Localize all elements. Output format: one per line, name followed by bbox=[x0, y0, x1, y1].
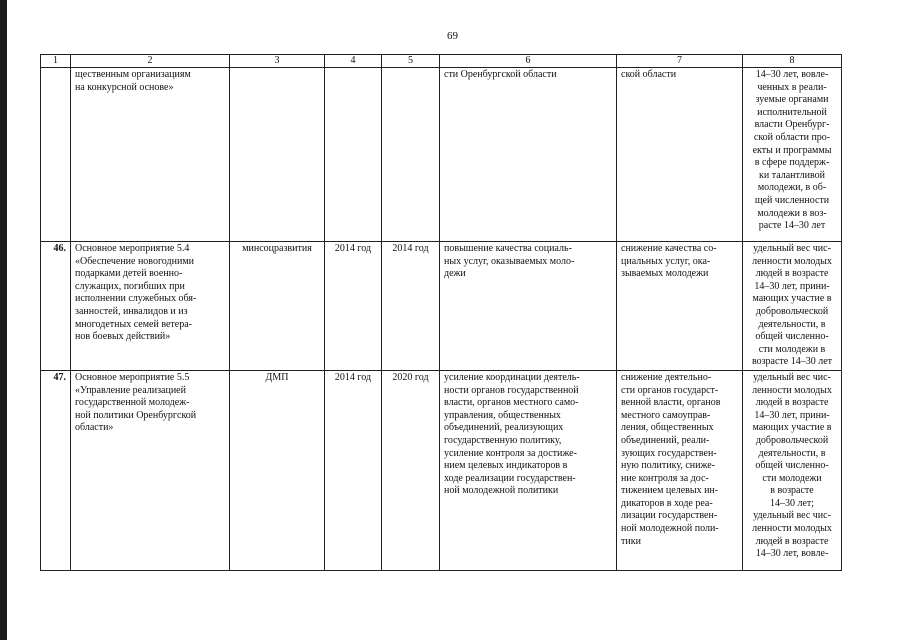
cell-line: ления, общественных bbox=[621, 422, 714, 434]
cell-line: снижение качества со- bbox=[621, 243, 717, 254]
start-year-cell: 2014 год bbox=[325, 242, 382, 371]
cell-line: удельный вес чис- bbox=[753, 243, 831, 254]
cell-line: Основное мероприятие 5.5 bbox=[75, 371, 190, 383]
cell-line: государственной молодеж- bbox=[75, 397, 190, 409]
cell-line: ходе реализации государствен- bbox=[444, 472, 576, 484]
cell-line: в сфере поддерж- bbox=[754, 157, 830, 169]
indicator-cell bbox=[743, 242, 842, 371]
row-number: 46. bbox=[41, 242, 71, 371]
end-year-cell: 2014 год bbox=[382, 242, 440, 371]
consequence-cell bbox=[617, 68, 743, 242]
cell-line: ленности молодых bbox=[752, 523, 832, 535]
cell-line: нов боевых действий» bbox=[75, 331, 171, 343]
cell-line: исполнении служебных обя- bbox=[75, 293, 197, 305]
cell-line: ной молодежной политики bbox=[444, 485, 559, 497]
executor-cell: минсоцразвития bbox=[230, 242, 325, 371]
cell-line: людей в возрасте bbox=[755, 535, 829, 547]
cell-line: дикаторов в ходе реа- bbox=[621, 497, 713, 509]
cell-line: государственную политику, bbox=[444, 434, 562, 446]
cell-line: циальных услуг, ока- bbox=[621, 255, 711, 267]
column-header: 5 bbox=[382, 55, 440, 68]
executor-cell bbox=[230, 68, 325, 242]
row-number bbox=[41, 68, 71, 242]
cell-line: сти молодежи bbox=[762, 472, 822, 484]
cell-line: подарками детей военно- bbox=[75, 268, 183, 280]
cell-line: усиление координации деятель- bbox=[444, 371, 580, 383]
column-header: 1 bbox=[41, 55, 71, 68]
start-year-cell bbox=[325, 68, 382, 242]
cell-line: в возрасте bbox=[770, 485, 814, 497]
cell-line: объединений, реали- bbox=[621, 434, 710, 446]
cell-line: тики bbox=[621, 535, 641, 547]
cell-line: молодежи, в об- bbox=[757, 182, 827, 194]
cell-line: 14–30 лет; bbox=[769, 497, 815, 509]
cell-line: зуемые органами bbox=[755, 94, 829, 106]
end-year-cell bbox=[382, 68, 440, 242]
cell-line: зываемых молодежи bbox=[621, 268, 709, 280]
cell-line: 14–30 лет, вовле- bbox=[755, 548, 829, 560]
table-row bbox=[41, 242, 842, 371]
cell-line: общей численно- bbox=[755, 331, 829, 343]
cell-line: сти молодежи в bbox=[758, 343, 826, 355]
column-number-row bbox=[41, 55, 842, 68]
cell-line: расте 14–30 лет bbox=[758, 220, 826, 232]
cell-line: 14–30 лет, прини- bbox=[754, 280, 830, 292]
measure-name-cell bbox=[71, 242, 230, 371]
cell-line: на конкурсной основе» bbox=[75, 81, 174, 93]
cell-line: тижением целевых ин- bbox=[621, 485, 719, 497]
expected-result-cell bbox=[440, 242, 617, 371]
end-year-cell: 2020 год bbox=[382, 370, 440, 570]
column-header: 7 bbox=[617, 55, 743, 68]
cell-line: 14–30 лет, прини- bbox=[754, 409, 830, 421]
cell-line: венной власти, органов bbox=[621, 397, 721, 409]
cell-line: местного самоуправ- bbox=[621, 409, 711, 421]
cell-line: власти, органов местного само- bbox=[444, 397, 579, 409]
cell-line: 14–30 лет, вовле- bbox=[755, 69, 829, 80]
cell-line: деятельности, в bbox=[758, 447, 826, 459]
cell-line: добровольческой bbox=[755, 434, 829, 446]
column-header: 4 bbox=[325, 55, 382, 68]
cell-line: лизации государствен- bbox=[621, 510, 718, 522]
executor-cell: ДМП bbox=[230, 370, 325, 570]
cell-line: ской области про- bbox=[753, 131, 831, 143]
cell-line: повышение качества социаль- bbox=[444, 243, 572, 254]
cell-line: екты и программы bbox=[752, 144, 832, 156]
cell-line: ную политику, сниже- bbox=[621, 460, 716, 472]
cell-line: служащих, погибших при bbox=[75, 280, 185, 292]
cell-line: ченных в реали- bbox=[757, 81, 827, 93]
cell-line: ние контроля за дос- bbox=[621, 472, 709, 484]
measure-name-cell bbox=[71, 370, 230, 570]
cell-line: мающих участие в bbox=[752, 422, 832, 434]
scan-edge-bar bbox=[0, 0, 7, 640]
cell-line: нием целевых индикаторов в bbox=[444, 460, 568, 472]
cell-line: ленности молодых bbox=[752, 255, 832, 267]
cell-line: управления, общественных bbox=[444, 409, 561, 421]
measures-table bbox=[40, 54, 842, 571]
cell-line: деятельности, в bbox=[758, 318, 826, 330]
cell-line: исполнительной bbox=[757, 106, 827, 118]
cell-line: зующих государствен- bbox=[621, 447, 717, 459]
cell-line: занностей, инвалидов и из bbox=[75, 305, 188, 317]
cell-line: мающих участие в bbox=[752, 293, 832, 305]
cell-line: добровольческой bbox=[755, 305, 829, 317]
column-header: 2 bbox=[71, 55, 230, 68]
cell-line: людей в возрасте bbox=[755, 397, 829, 409]
cell-line: сти Оренбургской области bbox=[444, 69, 557, 80]
expected-result-cell bbox=[440, 370, 617, 570]
cell-line: ной молодежной поли- bbox=[621, 523, 719, 535]
cell-line: молодежи в воз- bbox=[757, 207, 827, 219]
cell-line: щественным организациям bbox=[75, 69, 191, 80]
consequence-cell bbox=[617, 370, 743, 570]
cell-line: области» bbox=[75, 422, 114, 434]
cell-line: удельный вес чис- bbox=[753, 510, 831, 522]
start-year-cell: 2014 год bbox=[325, 370, 382, 570]
cell-line: «Управление реализацией bbox=[75, 384, 186, 396]
column-header: 6 bbox=[440, 55, 617, 68]
page-number: 69 bbox=[447, 30, 458, 42]
column-header: 8 bbox=[743, 55, 842, 68]
cell-line: ленности молодых bbox=[752, 384, 832, 396]
cell-line: ки талантливой bbox=[759, 169, 825, 181]
cell-line: ных услуг, оказываемых моло- bbox=[444, 255, 575, 267]
cell-line: «Обеспечение новогодними bbox=[75, 255, 194, 267]
cell-line: щей численности bbox=[754, 194, 830, 206]
cell-line: людей в возрасте bbox=[755, 268, 829, 280]
measure-name-cell bbox=[71, 68, 230, 242]
table-row bbox=[41, 68, 842, 242]
column-header: 3 bbox=[230, 55, 325, 68]
cell-line: удельный вес чис- bbox=[753, 371, 831, 383]
cell-line: многодетных семей ветера- bbox=[75, 318, 193, 330]
cell-line: Основное мероприятие 5.4 bbox=[75, 243, 190, 254]
consequence-cell bbox=[617, 242, 743, 371]
indicator-cell bbox=[743, 68, 842, 242]
indicator-cell bbox=[743, 370, 842, 570]
expected-result-cell bbox=[440, 68, 617, 242]
cell-line: ности органов государственной bbox=[444, 384, 579, 396]
cell-line: сти органов государст- bbox=[621, 384, 719, 396]
cell-line: объединений, реализующих bbox=[444, 422, 564, 434]
cell-line: ной политики Оренбургской bbox=[75, 409, 197, 421]
table-row bbox=[41, 370, 842, 570]
cell-line: власти Оренбург- bbox=[754, 119, 830, 131]
cell-line: снижение деятельно- bbox=[621, 371, 712, 383]
cell-line: возрасте 14–30 лет bbox=[751, 356, 833, 368]
cell-line: ской области bbox=[621, 69, 677, 80]
cell-line: усиление контроля за достиже- bbox=[444, 447, 577, 459]
cell-line: общей численно- bbox=[755, 460, 829, 472]
cell-line: дежи bbox=[444, 268, 466, 280]
row-number: 47. bbox=[41, 370, 71, 570]
